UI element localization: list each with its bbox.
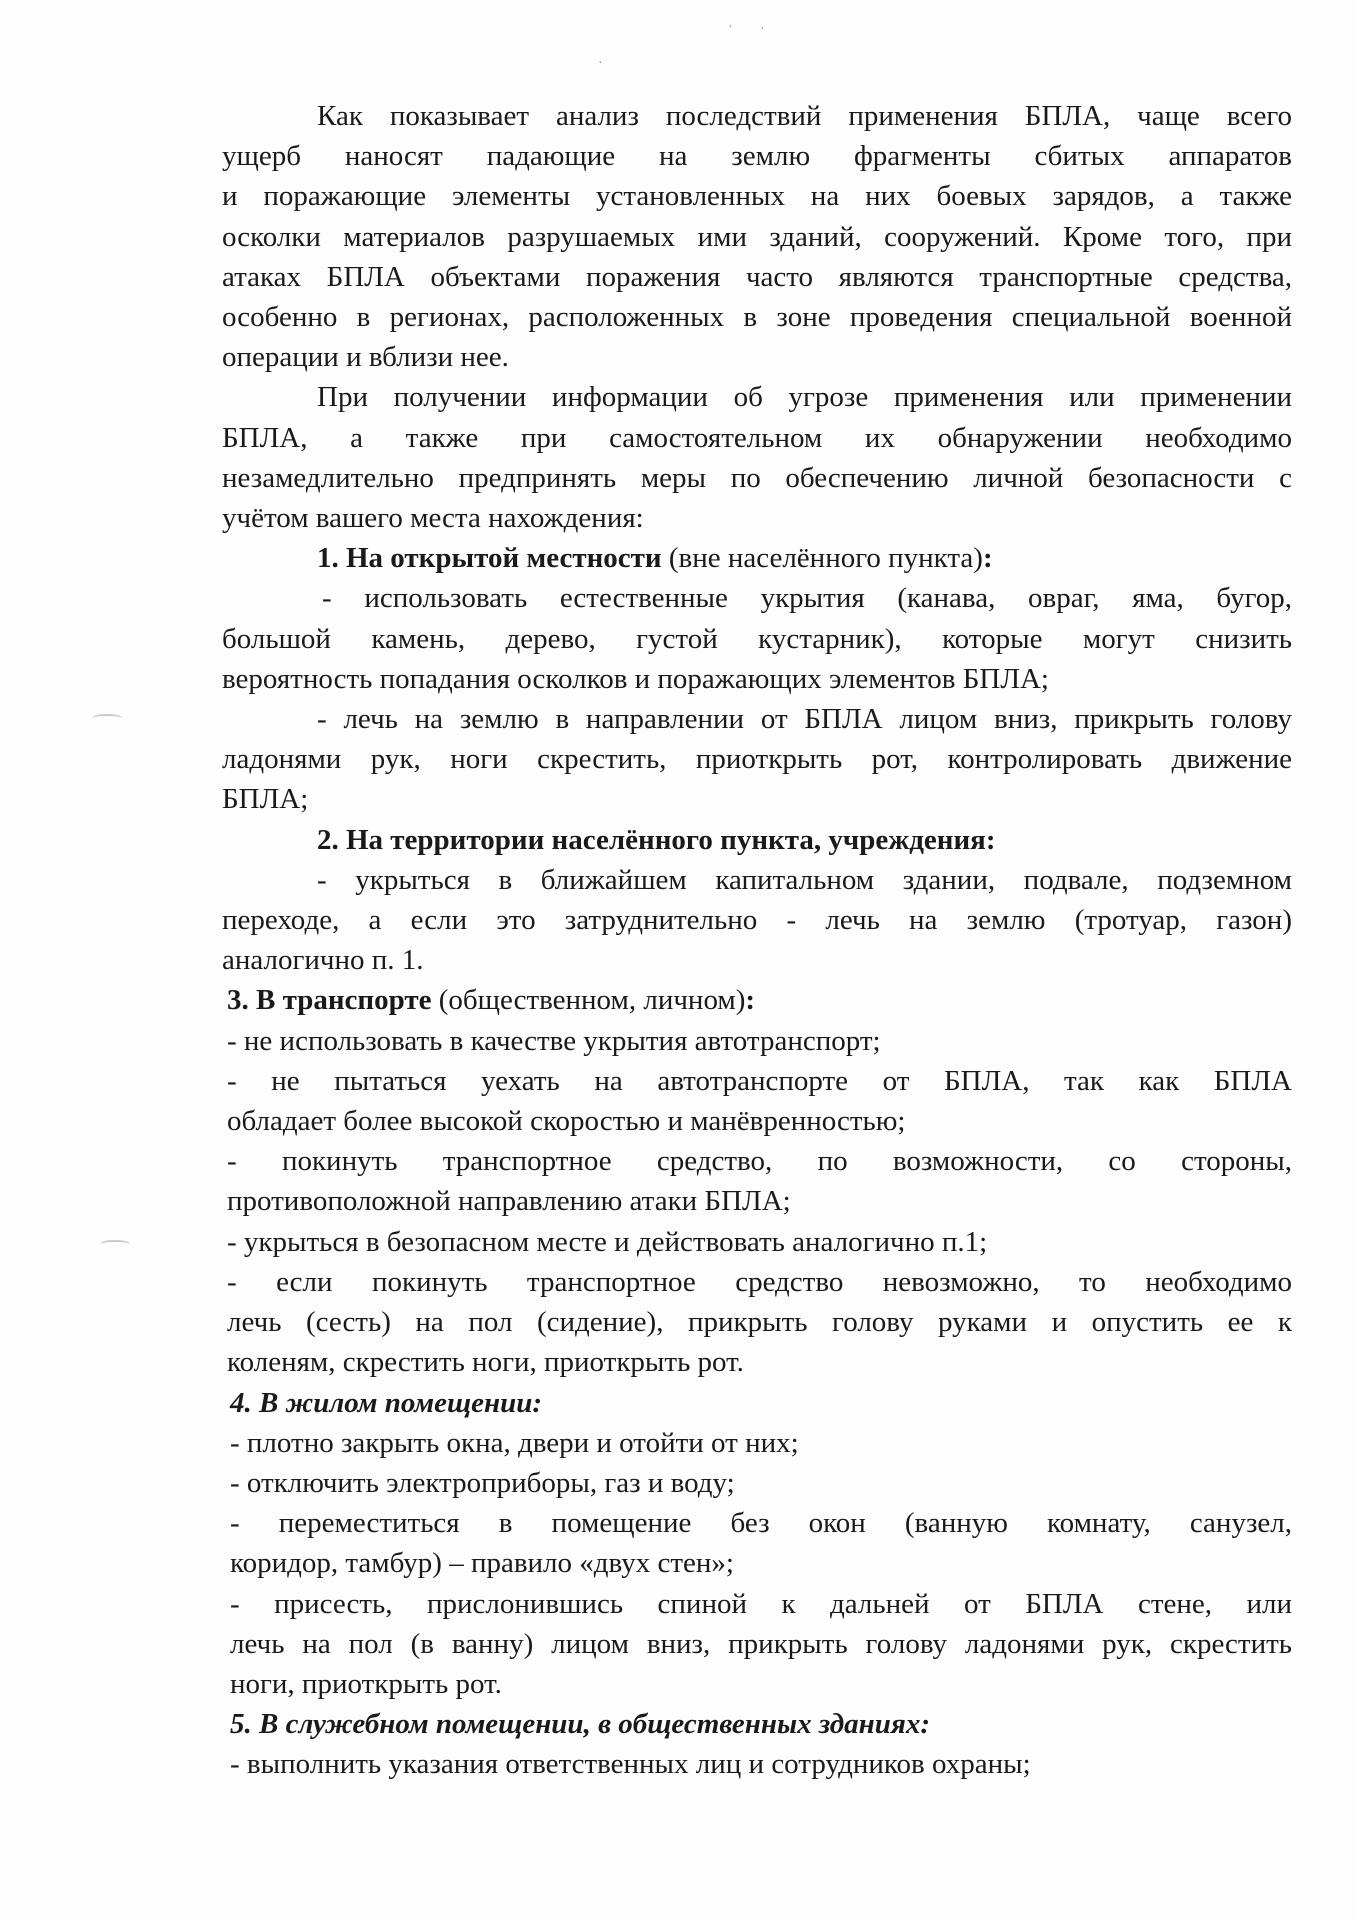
list-item-line: лечь на пол (в ванну) лицом вниз, прикрыть голову ладонями рук, скрестить: [230, 1627, 1292, 1660]
list-item-line: аналогично п. 1.: [222, 944, 424, 977]
list-item-line: лечь (сесть) на пол (сидение), прикрыть голову руками и опустить ее к: [227, 1306, 1292, 1339]
list-item-line: ноги, приоткрыть рот.: [230, 1667, 502, 1700]
section-heading-colon: :: [982, 542, 993, 575]
section-heading-note: (общественном, личном): [431, 984, 746, 1017]
section-heading-bold: 3. В транспорте: [227, 984, 432, 1017]
margin-smudge: [100, 1240, 130, 1248]
document-body: [222, 96, 1292, 1785]
list-item-line: - отключить электроприборы, газ и воду;: [230, 1466, 735, 1499]
list-item-line: - использовать естественные укрытия (канава, овраг, яма, бугор,: [322, 582, 1292, 615]
paragraph-line: учётом вашего места нахождения:: [222, 502, 644, 535]
list-item-line: переходе, а если это затруднительно - лечь на землю (тротуар, газон): [222, 904, 1292, 937]
list-item-line: коленям, скрестить ноги, приоткрыть рот.: [227, 1346, 744, 1379]
list-item-line: вероятность попадания осколков и поражающих элементов БПЛА;: [222, 662, 1049, 695]
list-item-line: - плотно закрыть окна, двери и отойти от них;: [230, 1426, 799, 1459]
list-item-line: - не использовать в качестве укрытия автотранспорт;: [227, 1024, 881, 1057]
margin-smudge: [92, 714, 122, 722]
list-item-line: большой камень, дерево, густой кустарник), которые могут снизить: [222, 622, 1292, 655]
section-heading: [222, 538, 1292, 578]
paragraph-line: Как показывает анализ последствий применения БПЛА, чаще всего: [317, 100, 1292, 132]
paragraph-line: ущерб наносят падающие на землю фрагменты сбитых аппаратов: [222, 140, 1292, 173]
section-heading: 4. В жилом помещении:: [230, 1386, 543, 1419]
section-heading: 2. На территории населённого пункта, учреждения:: [317, 823, 996, 856]
paragraph-line: осколки материалов разрушаемых ими зданий, сооружений. Кроме того, при: [222, 220, 1292, 253]
paragraph-line: особенно в регионах, расположенных в зоне проведения специальной военной: [222, 301, 1292, 334]
scan-mark: ·: [598, 56, 603, 71]
scan-mark: ·: [760, 22, 765, 37]
section-heading: [222, 980, 1292, 1020]
list-item-line: - покинуть транспортное средство, по возможности, со стороны,: [227, 1145, 1292, 1178]
paragraph-line: операции и вблизи нее.: [222, 341, 509, 374]
paragraph-line: БПЛА, а также при самостоятельном их обнаружении необходимо: [222, 421, 1292, 454]
list-item-line: - укрыться в безопасном месте и действовать аналогично п.1;: [227, 1225, 988, 1258]
list-item-line: - лечь на землю в направлении от БПЛА лицом вниз, прикрыть голову: [317, 703, 1292, 736]
list-item-line: обладает более высокой скоростью и манёвренностью;: [227, 1105, 906, 1138]
list-item-line: - присесть, прислонившись спиной к дальней от БПЛА стене, или: [230, 1587, 1292, 1620]
list-item-line: - переместиться в помещение без окон (ванную комнату, санузел,: [230, 1507, 1292, 1540]
scan-mark: ·: [728, 20, 733, 35]
paragraph-line: незамедлительно предпринять меры по обеспечению личной безопасности с: [222, 461, 1292, 494]
section-heading-note: (вне населённого пункта): [661, 542, 983, 575]
list-item-line: БПЛА;: [222, 783, 309, 816]
section-heading: 5. В служебном помещении, в общественных зданиях:: [230, 1708, 931, 1741]
list-item-line: - если покинуть транспортное средство невозможно, то необходимо: [227, 1265, 1292, 1298]
list-item-line: ладонями рук, ноги скрестить, приоткрыть рот, контролировать движение: [222, 743, 1292, 776]
section-heading-colon: :: [745, 984, 756, 1017]
list-item-line: противоположной направлению атаки БПЛА;: [227, 1185, 791, 1218]
list-item-line: коридор, тамбур) – правило «двух стен»;: [230, 1547, 734, 1580]
list-item-line: - не пытаться уехать на автотранспорте от БПЛА, так как БПЛА: [227, 1064, 1292, 1097]
paragraph-line: При получении информации об угрозе применения или применении: [317, 381, 1292, 414]
paragraph-line: и поражающие элементы установленных на них боевых зарядов, а также: [222, 180, 1292, 213]
paragraph-line: атаках БПЛА объектами поражения часто являются транспортные средства,: [222, 260, 1292, 293]
section-heading-bold: 1. На открытой местности: [317, 542, 662, 575]
list-item-line: - укрыться в ближайшем капитальном здании, подвале, подземном: [317, 863, 1292, 896]
list-item-line: - выполнить указания ответственных лиц и сотрудников охраны;: [230, 1748, 1031, 1781]
